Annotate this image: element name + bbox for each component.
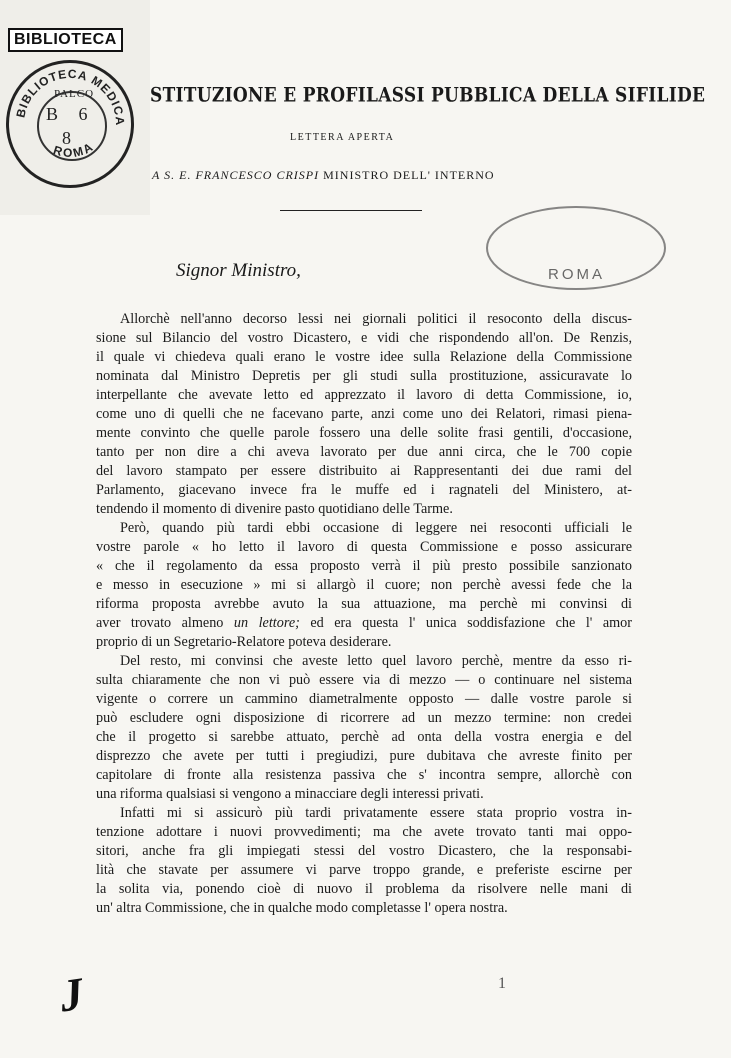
text-line: una riforma qualsiasi si vengono a minacciare degli interessi privati. [96,786,484,802]
shelf-mark: B 6 [46,104,96,124]
paragraph-1 [96,310,632,519]
text-line: può escludere ogni disposizione di ricorrere ad un mezzo termine: non credei [96,710,632,726]
text-line: « che il regolamento da essa proposto verrà il più presto possibile sanzionato [96,558,632,574]
addressee-name: FRANCESCO CRISPI [195,168,320,182]
text-line: tanto per non dire a chi aveva lavorato per due anni circa, che le 700 copie [96,444,632,460]
text-line: riforma proposta avrebbe avuto la sua attuazione, ma perchè mi convinsi di [96,596,632,612]
text-line: tenzione adottare i nuovi provvedimenti; ma che avete trovato tanti mai oppo- [96,824,632,840]
handwritten-mark: J [56,967,87,1022]
text-line: capitolare di fronte alla resistenza passiva che s' incontra sempre, allorchè con [96,767,632,783]
library-stamp-area [0,0,150,215]
text-line: Però, quando più tardi ebbi occasione di leggere nei resoconti ufficiali le [120,520,632,536]
divider-rule [280,210,422,211]
text-line: che il progetto si sarebbe attuato, perchè ad onta della vostra energia e del [96,729,632,745]
text-line: lità che stavate per assumere vi parve troppo grande, e preferiste escirne per [96,862,632,878]
shelf-number: 8 [62,128,71,148]
letter-body [96,310,632,918]
paragraph-2 [96,519,632,652]
text-line: Allorchè nell'anno decorso lessi nei giornali politici il resoconto della discus- [120,311,632,327]
text-line: sione sul Bilancio del vostro Dicastero, e vidi che rispondendo all'on. De Renzis, [96,330,632,346]
text-line: la solita via, ponendo cioè di nuovo il problema da risolvere nelle mani di [96,881,632,897]
addressee-prefix: A S. E. [152,168,192,182]
text-line: e messo in esecuzione » mi si allargò il cuore; non perchè avessi fede che la [96,577,632,593]
text-line: tendendo il momento di divenire pasto quotidiano delle Tarme. [96,501,453,517]
seal-top-text: BIBLIOTECA MEDICA [13,66,128,127]
addressee-line [152,168,495,183]
text-line: vigente o correre un cammino diametralmente opposto — dalle vostre parole si [96,691,632,707]
text-line: nominata dal Ministro Depretis per gli studi sulla prostituzione, assicuravate lo [96,368,632,384]
oval-stamp-city: ROMA [548,266,605,283]
paragraph-4 [96,804,632,918]
text-line: sitori, anche fra gli impiegati stessi del vostro Dicastero, che la responsabi- [96,843,632,859]
document-subtitle: LETTERA APERTA [290,132,395,143]
salutation: Signor Ministro, [176,260,301,281]
emphasis-text: un lettore; [233,615,300,631]
text-line: sulta chiaramente che non vi può essere via di mezzo — o continuare nel sistema [96,672,632,688]
shelf-label: PALCO [54,88,95,100]
text-line: come uno di quelli che ne facevano parte, anzi come uno dei Relatori, rimasi piena- [96,406,632,422]
text-line: interpellante che avevate letto ed apprezzato il lavoro di detta Commissione, io, [96,387,632,403]
text-line: disprezzo che avete per tutti i pregiudizi, pure dubitava che avreste finito per [96,748,632,764]
text-line: vostre parole « ho letto il lavoro di questa Commissione e posso assicurare [96,539,632,555]
svg-text:ROMA [52,139,97,160]
text-line: Del resto, mi convinsi che aveste letto quel lavoro perchè, mentre da esso ri- [120,653,632,669]
text-line: il quale vi chiedeva quali erano le vostre idee sulla Relazione della Commissione [96,349,632,365]
paragraph-3 [96,652,632,804]
text-line: aver trovato almeno un lettore; ed era questa l' unica soddisfazione che l' amor [96,615,632,631]
text-line: mente convinto che quelle parole fossero una delle solite frasi gentili, d'occasione, [96,425,632,441]
library-label-stamp: BIBLIOTECA [8,28,123,52]
addressee-role: MINISTRO DELL' INTERNO [323,168,495,182]
page-mark: 1 [498,975,506,992]
text-line: Infatti mi si assicurò più tardi privatamente essere stata proprio vostra in- [120,805,632,821]
text-line: un' altra Commissione, che in qualche modo completasse l' opera nostra. [96,900,508,916]
seal-bottom-text: ROMA [51,139,97,161]
text-line: proprio di un Segretario-Relatore poteva desiderare. [96,634,392,650]
document-title: STITUZIONE E PROFILASSI PUBBLICA DELLA SIFILIDE [150,84,706,107]
text-line: Parlamento, giacevano invece fra le muffe ed i ragnateli del Ministero, at- [96,482,632,498]
text-line: del lavoro stampato per essere distribuito ai Rappresentanti dei due rami del [96,463,632,479]
